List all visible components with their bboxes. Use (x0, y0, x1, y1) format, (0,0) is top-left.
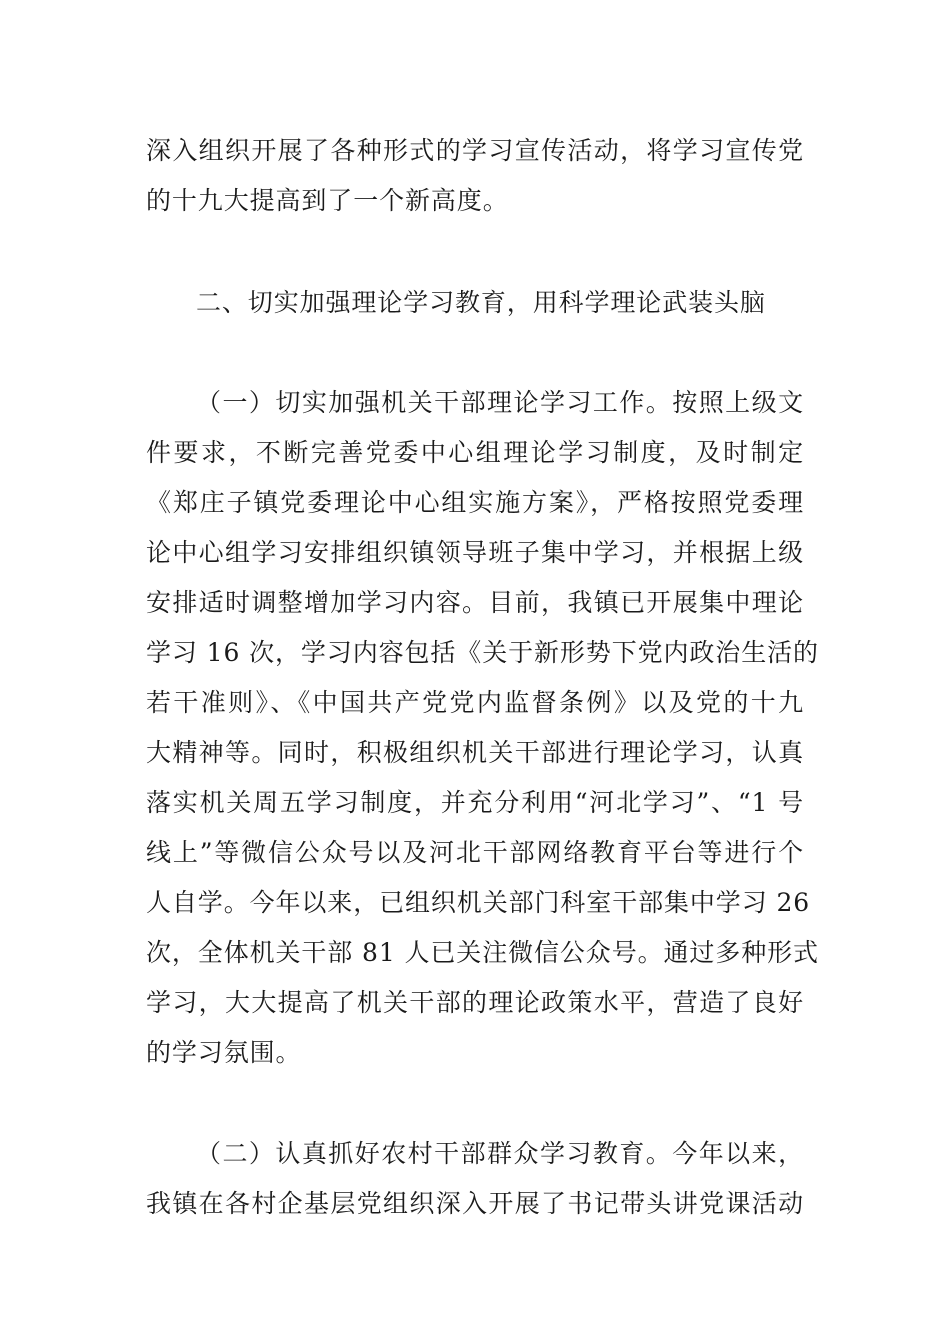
intro-line-1: 深入组织开展了各种形式的学习宣传活动，将学习宣传党 (146, 136, 804, 165)
para1-line-7: 若干准则》、《中国共产党党内监督条例》以及党的十九 (146, 688, 804, 717)
para2-line-2: 我镇在各村企基层党组织深入开展了书记带头讲党课活动 (146, 1189, 804, 1218)
para1-line-12: 次，全体机关干部 81 人已关注微信公众号。通过多种形式 (146, 938, 819, 967)
intro-line-2: 的十九大提高到了一个新高度。 (146, 186, 509, 215)
para1-line-6: 学习 16 次，学习内容包括《关于新形势下党内政治生活的 (146, 638, 819, 667)
para1-line-11: 人自学。今年以来，已组织机关部门科室干部集中学习 26 (146, 888, 811, 917)
para1-line-14: 的学习氛围。 (146, 1038, 302, 1067)
para1-line-10: 线上”等微信公众号以及河北干部网络教育平台等进行个 (146, 838, 804, 867)
para1-line-9: 落实机关周五学习制度，并充分利用“河北学习”、“1 号 (146, 788, 804, 817)
para1-line-5: 安排适时调整增加学习内容。目前，我镇已开展集中理论 (146, 588, 804, 617)
para1-line-2: 件要求，不断完善党委中心组理论学习制度，及时制定 (146, 438, 804, 467)
para2-line-1: （二）认真抓好农村干部群众学习教育。今年以来， (196, 1139, 804, 1168)
para1-line-8: 大精神等。同时，积极组织机关干部进行理论学习，认真 (146, 738, 804, 767)
para1-line-3: 《郑庄子镇党委理论中心组实施方案》，严格按照党委理 (146, 488, 804, 517)
para1-line-1: （一）切实加强机关干部理论学习工作。按照上级文 (196, 388, 804, 417)
para1-line-4: 论中心组学习安排组织镇领导班子集中学习，并根据上级 (146, 538, 804, 567)
para1-line-13: 学习，大大提高了机关干部的理论政策水平，营造了良好 (146, 988, 804, 1017)
section-heading: 二、切实加强理论学习教育，用科学理论武装头脑 (196, 288, 766, 317)
